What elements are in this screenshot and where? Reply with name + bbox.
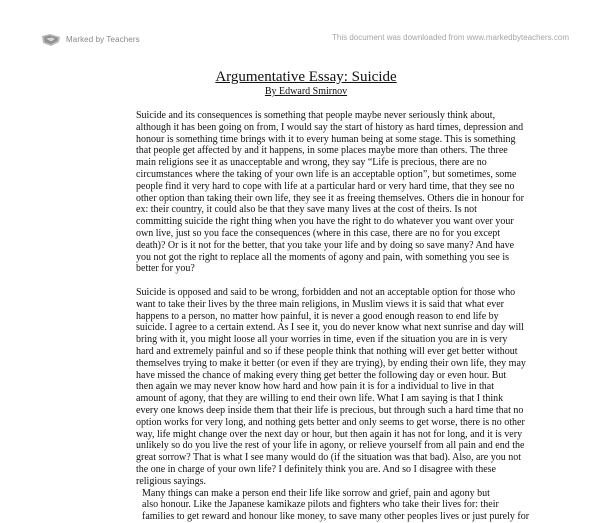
- paragraph-line: great sorrow? That is what I see many would do (if the situation was that bad). Also, are you not: [136, 452, 522, 464]
- paragraph-line: ex: their country, it could also be that they save many lives at the cost of theirs. Is not: [136, 204, 477, 216]
- hand-logo-icon: [40, 28, 62, 50]
- paragraph-line: circumstances where the taking of your own life is an acceptable option”, but sometimes, some: [136, 168, 517, 180]
- paragraph-line: the one in charge of your own life? I definitely think you are. And so I disagree with these: [136, 463, 496, 475]
- paragraph-line: death)? Or is it not for the better, that you take your life and by doing so save many? And have: [136, 239, 515, 251]
- paragraph-line: way, life might change over the next day or hour, but then again it has not for long, and it is very: [136, 428, 523, 440]
- paragraph-line: happens to a person, no matter how painful, it is never a good enough reason to end life by: [136, 310, 499, 322]
- paragraph-line: have missed the chance of making every thing get better the following day or even hour. But: [136, 369, 507, 381]
- essay-author: By Edward Smirnov: [264, 86, 348, 97]
- paragraph-line: Suicide and its consequences is something that people maybe never seriously think about,: [136, 110, 496, 121]
- paragraph-line: themselves trying to make it better (or even if they are trying), by ending their own life, they may: [136, 357, 526, 369]
- essay-body: [136, 110, 530, 523]
- paragraph-line: religious sayings.: [136, 475, 206, 487]
- paragraph-line: want to take their lives by the three main religions, in Muslim views it is said that what ever: [136, 298, 504, 310]
- download-note: This document was downloaded from www.markedbyteachers.com: [332, 33, 569, 42]
- paragraph-line: Suicide is opposed and said to be wrong, forbidden and not an acceptable option for those who: [136, 286, 516, 298]
- paragraph-line: bring with it, you might loose all your worries in time, even if the situation you are in is very: [136, 334, 508, 346]
- paragraph-line: other option than taking their own life, they see it as freeing themselves. Others die in honour for: [136, 192, 524, 204]
- paragraph-line: families to get reward and honour like money, to save many other peoples lives or just purely for: [142, 511, 530, 523]
- paragraph-line: every one knows deep inside them that their life is precious, but through such a hard time that no: [136, 404, 524, 416]
- paragraph-line: although it has been going on from, I would say the start of history as hard times, depression and: [136, 121, 524, 133]
- paragraph-line: option works for very long, and nothing gets better and only seems to get worse, there is no other: [136, 416, 525, 428]
- paragraph-line: own live, just so you face the consequences (where in this case, there are no for you except: [136, 227, 501, 239]
- paragraph-line: then again we may never know how hard and how pain it is for a individual to live in that: [136, 381, 494, 393]
- paragraph-line: committing suicide the right thing when you have the right to do whatever you want over your: [136, 216, 514, 228]
- paragraph-line: people find it very hard to cope with life at a particular hard or very hard time, that they see no: [136, 180, 515, 192]
- paragraph-line: also honour. Like the Japanese kamikaze pilots and fighters who take their lives for: their: [142, 499, 499, 511]
- paragraph-line: better for you?: [136, 263, 195, 275]
- page-header: [0, 0, 612, 64]
- essay-paragraph: [136, 287, 524, 488]
- paragraph-line: amount of agony, that they are willing to end their own life. What I am saying is that I think: [136, 393, 504, 405]
- essay-paragraph: [136, 487, 530, 523]
- paragraph-line: suicide. I agree to a certain extend. As I see it, you do never know what next sunrise and day will: [136, 322, 524, 334]
- paragraph-line: main religions see it as unacceptable and wrong, they say “Life is precious, there are no: [136, 157, 487, 169]
- paragraph-line: unlikely so do you live the rest of your life in agony, or relieve yourself from all pain and end the: [136, 440, 525, 452]
- marked-by-teachers-logo[interactable]: [40, 28, 140, 50]
- paragraph-line: honour is something time brings with it to every human being at some stage. This is something: [136, 133, 516, 145]
- essay-paragraph: [136, 110, 524, 275]
- paragraph-line: you not got the right to replace all the moments of agony and pain, with something you see is: [136, 251, 509, 263]
- paragraph-line: hard and extremely painful and so if these people think that nothing will ever get better without: [136, 345, 518, 357]
- paragraph-line: Many things can make a person end their life like sorrow and grief, pain and agony but: [142, 487, 490, 499]
- paragraph-line: that people get affected by and it happens, in some places maybe more than others. The three: [136, 145, 508, 157]
- essay-title: Argumentative Essay: Suicide: [215, 69, 397, 85]
- logo-text: Marked by Teachers: [66, 34, 140, 44]
